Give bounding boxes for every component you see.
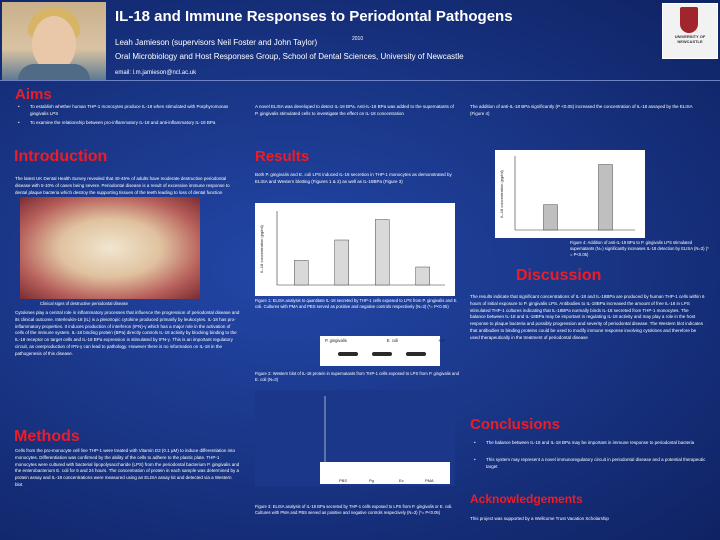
acknowledgements-heading: Acknowledgements xyxy=(470,492,583,506)
methods-heading: Methods xyxy=(14,428,80,445)
university-crest-icon xyxy=(680,7,698,33)
poster-email[interactable]: email: l.m.jamieson@ncl.ac.uk xyxy=(115,70,197,76)
figure3-lane-label: Pg xyxy=(369,478,374,483)
author-photo-shirt xyxy=(18,64,90,80)
aims-list xyxy=(18,104,238,128)
blot-band xyxy=(372,352,392,356)
figure3-lane-label: Ec xyxy=(399,478,404,483)
discussion-text: The results indicate that significant concentrations of IL-18 and IL-18BPa are produced by human THP-1 cells within 6 hours of initial exposure to P. gingivalis LPS. Antibodies to IL-18BPa increased the amount of free IL-18 in LPS stimulated THP-1 cultures indicating that IL-18BPa normally binds IL-18 secreted from THP-1 monocytes. The balance between IL-18 and IL-18BPa may be important in regulating IL-18 activity and may play a role in the host response to plaque bacteria and possibly progression and severity of periodontal disease. The Western blot indicates that antibodies to binding proteins could be used to modify immune response involving cytokines and therefore be used therapeutically in the treatment of periodontal disease xyxy=(470,294,705,340)
figure1-chart xyxy=(255,203,455,296)
aims-item: • To establish whether human THP-1 monocytes produce IL-18 when stimulated with Porphyromonas gingivalis LPS xyxy=(18,104,238,118)
figure1-bar xyxy=(375,220,389,285)
figure1-bar xyxy=(335,240,349,285)
introduction-text: The latest UK Dental Health Survey revealed that 40-45% of adults have moderate destructive periodontal disease with 5-10% of cases being severe. Periodontal disease is a result of excessive immune response to dental plaque bacteria which destroy the supporting tissues of the teeth leading to loss of dental function xyxy=(15,176,230,195)
periodontal-disease-photo xyxy=(20,197,200,299)
conclusions-heading: Conclusions xyxy=(470,416,561,433)
figure2-lane-label: +ve xyxy=(438,338,445,343)
methods-top-text: A novel ELISA was developed to detect IL-18 BPa. Anti-IL-18 BPa was added to the supernatants of P. gingivalis stimulated cells to investigate the effect on IL-18 concentration xyxy=(255,104,454,116)
cytokines-text: Cytokines play a central role in inflammatory processes that influence the progression of periodontal disease and its clinical outcome. Interleukin-18 (IL) is a pleiotropic cytokine produced primarily by leukocytes. IL-18 has pro-inflammatory properties. It induces production of interferon (IFN)-γ which has a major role in the activation of cells of the immune system. IL-18 binding protein (BPa) directly controls IL-18 activity by blocking binding to the IL-18 receptor on target cells and IL-18 BPa expression is stimulated by IFN-γ. This is an important regulatory circuit, as overproduction of IFN-γ can lead to pathology. However there is no information on IL-18 in the pathogenesis of this disease. xyxy=(15,310,240,356)
results-text: Both P. gingivalis and E. coli LPS induced IL-18 secretion in THP-1 monocytes as demonstrated by ELISA and Western blotting (Figures 1 & 2) as well as IL-18BPa (Figure 3) xyxy=(255,172,452,184)
university-logo-text: UNIVERSITY OF NEWCASTLE xyxy=(674,34,706,44)
figure3-lane-label: PBS xyxy=(339,478,348,483)
results-heading: Results xyxy=(255,148,310,165)
aims-heading: Aims xyxy=(15,86,52,103)
photo-caption: Clinical signs of destructive periodontal disease xyxy=(40,301,128,306)
blot-band xyxy=(406,352,426,356)
poster-authors: Leah Jamieson (supervisors Neil Foster and John Taylor) xyxy=(115,38,318,47)
figure4-chart xyxy=(495,150,645,238)
results-top-right-text: The addition of anti-IL-18 BPa significantly (P <0.05) increased the concentration of IL-18 assayed by the ELISA (Figure 4) xyxy=(470,104,693,116)
figure3-lane-label: PMA xyxy=(425,478,434,483)
authors-superscript: 2010 xyxy=(352,36,364,42)
discussion-heading: Discussion xyxy=(516,267,602,284)
figure2-lane-label: E. coli xyxy=(386,338,399,343)
figure1-ylabel: IL-18 concentration (pg/ml) xyxy=(259,225,264,273)
figure2-lane-label: P. gingivalis xyxy=(325,338,347,343)
conclusions-list xyxy=(474,440,709,472)
poster-header xyxy=(0,0,720,80)
acknowledgements-text: This project was supported by a Wellcome Trust Vacation Scholarship xyxy=(470,516,609,521)
figure2-caption: Figure 2: Western blot of IL-18 protein in supernatants from THP-1 cells exposed to LPS from P. gingivalis and E. coli (N=3) xyxy=(255,371,459,383)
figure4-bar xyxy=(599,165,613,230)
blot-band xyxy=(338,352,358,356)
figure4-caption: Figure 4: Addition of anti-IL-18 BPa to P. gingivalis LPS stimulated supernatants (N=) significantly increases IL-18 detection by ELISA (N=3) (* = P<0.05) xyxy=(570,240,709,258)
figure3-chart xyxy=(255,390,455,486)
header-divider xyxy=(0,80,720,81)
figure3-caption: Figure 3: ELISA analysis of IL-18 BPa secreted by THP-1 cells exposed to LPS from P. gingivalis or E. coli. Cultures with PMA and PBS served as positive and negative controls respectively (N=3) (*= P<0.05) xyxy=(255,504,453,516)
figure4-bar xyxy=(544,205,558,230)
poster-title: IL-18 and Immune Responses to Periodontal Pathogens xyxy=(115,8,513,25)
figure4-ylabel: IL-18 concentration (pg/ml) xyxy=(499,170,504,218)
university-logo xyxy=(662,3,718,59)
figure4-chart-background xyxy=(495,150,645,238)
author-photo xyxy=(2,2,106,80)
conclusions-item: • The balance between IL-18 and IL-18 BPa may be important in immune response to periodontal bacteria xyxy=(474,440,709,447)
methods-text: Cells from the pro-monocyte cell line THP-1 were treated with Vitamin D3 (0.1 μM) to induce differentiation into monocytes. Differentiation was confirmed by the ability of the cells to adhere to the plastic plate. THP-1 monocytes were cultured with bacterial lipopolysaccharide (LPS) from the periodontal bacterium P. gingivalis and the enterobacterium E. coli for 6 and 24 hours. The concentration of protein in each sample was determined by a protein assay and IL-18 concentrations were measured using an ELISA assay kit and detected via a Western blot xyxy=(15,448,240,487)
introduction-heading: Introduction xyxy=(14,148,108,165)
poster-department: Oral Microbiology and Host Responses Group, School of Dental Sciences, University of Newcastle xyxy=(115,52,464,61)
figure1-bar xyxy=(294,260,308,285)
figure2-lane-labels xyxy=(325,338,445,344)
figure1-caption: Figure 1: ELISA analysis to quantitate IL-18 secreted by THP-1 cells exposed to LPS from P. gingivalis and E. coli. Cultures with PMA and PBS served as positive and negative controls respectively (N=3) (*= P<0.05) xyxy=(255,298,458,310)
figure1-bar xyxy=(416,267,430,285)
conclusions-item: • This system may represent a novel immunoregulatory circuit in periodontal disease and a potential therapeutic target xyxy=(474,457,709,471)
aims-item: • To examine the relationship between pro-inflammatory IL-18 and anti-inflammatory IL-18 BPa xyxy=(18,120,238,127)
